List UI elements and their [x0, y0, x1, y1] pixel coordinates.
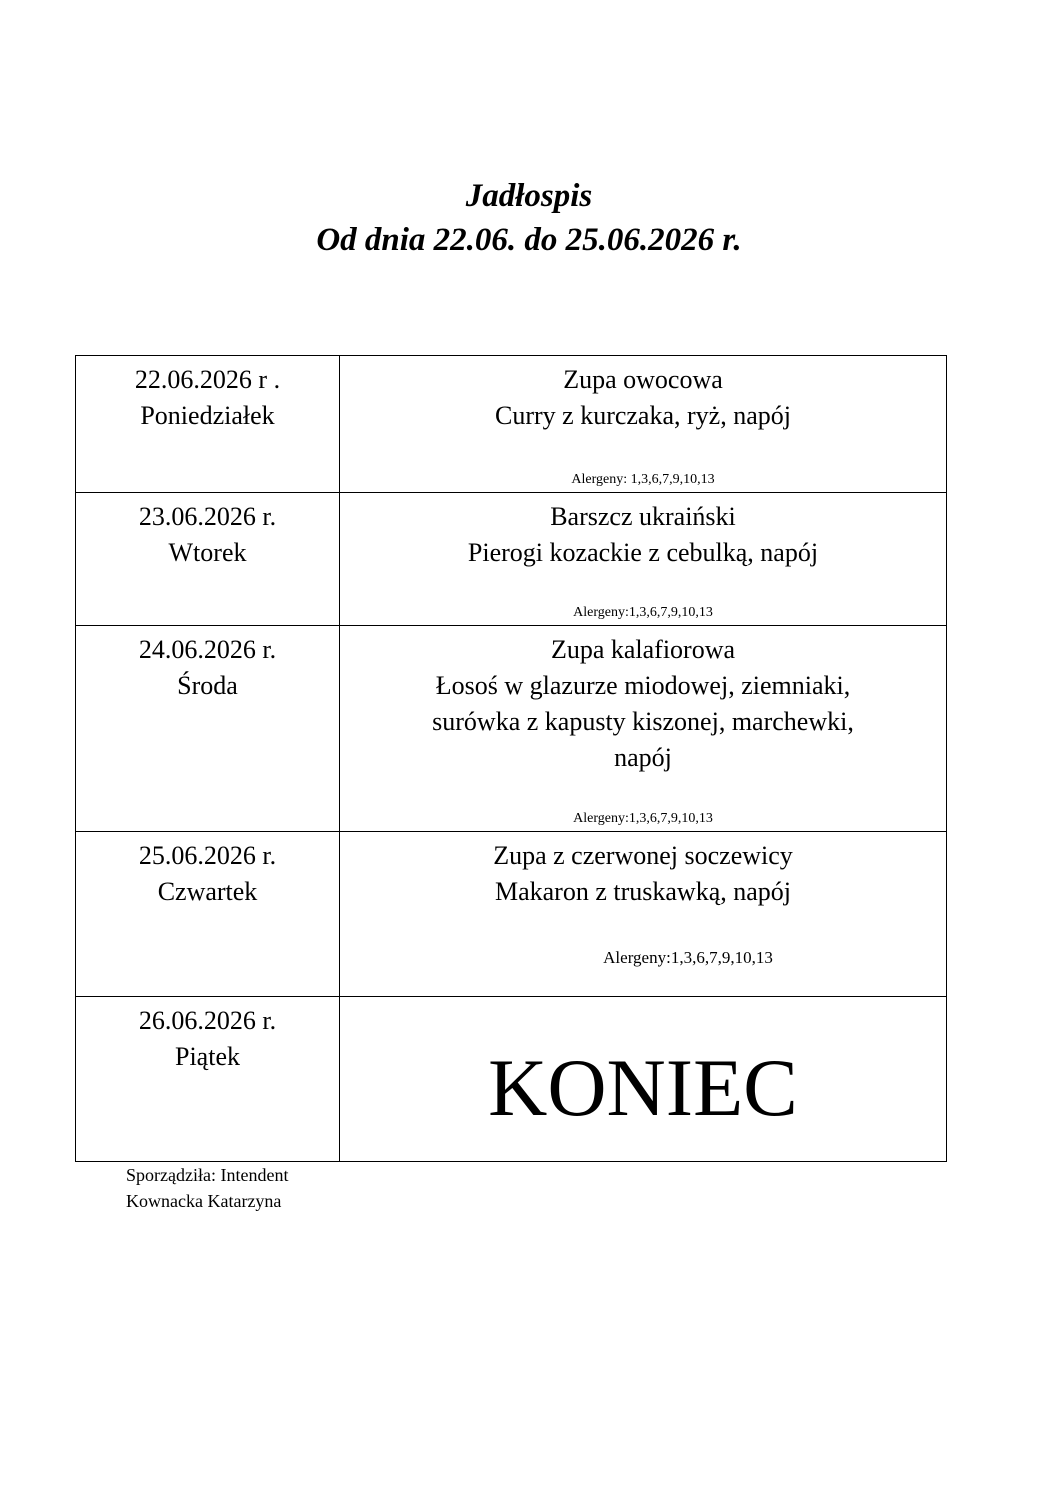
- menu-cell: [340, 832, 947, 997]
- menu-cell: [340, 997, 947, 1162]
- day-cell: [76, 997, 340, 1162]
- day-cell: [76, 626, 340, 832]
- day-date: 26.06.2026 r.: [138, 1006, 277, 1035]
- day-date: 25.06.2026 r.: [138, 841, 277, 870]
- allergens-note: Alergeny:1,3,6,7,9,10,13: [573, 811, 713, 826]
- end-notice: KONIEC: [488, 1042, 798, 1133]
- prepared-by-name: Kownacka Katarzyna: [126, 1191, 282, 1211]
- title-date-range: Od dnia 22.06. do 25.06.2026 r.: [316, 222, 742, 258]
- weekly-menu-table: [75, 355, 947, 1162]
- menu-cell: [340, 493, 947, 626]
- allergens-note: Alergeny:1,3,6,7,9,10,13: [603, 948, 773, 967]
- allergens-note: Alergeny:1,3,6,7,9,10,13: [573, 605, 713, 620]
- title-heading: Jadłospis: [465, 178, 593, 214]
- table-row: [76, 356, 947, 493]
- table-row: [76, 997, 947, 1162]
- menu-line: Zupa kalafiorowa: [550, 635, 736, 664]
- prepared-by: [126, 1162, 288, 1214]
- menu-line: Makaron z truskawką, napój: [494, 877, 792, 906]
- day-weekday: Czwartek: [157, 877, 258, 906]
- menu-line: Zupa z czerwonej soczewicy: [493, 841, 793, 870]
- menu-cell: [340, 356, 947, 493]
- menu-line: Pierogi kozackie z cebulką, napój: [467, 538, 819, 567]
- day-date: 23.06.2026 r.: [138, 502, 277, 531]
- menu-cell: [340, 626, 947, 832]
- menu-line: Curry z kurczaka, ryż, napój: [495, 401, 791, 430]
- prepared-by-role: Sporządziła: Intendent: [126, 1165, 289, 1185]
- day-cell: [76, 832, 340, 997]
- day-weekday: Środa: [177, 671, 238, 700]
- menu-line: Łosoś w glazurze miodowej, ziemniaki,: [435, 671, 851, 700]
- day-date: 22.06.2026 r .: [134, 365, 281, 394]
- menu-line: Barszcz ukraiński: [550, 502, 736, 531]
- day-cell: [76, 493, 340, 626]
- day-weekday: Piątek: [175, 1042, 240, 1071]
- table-row: [76, 626, 947, 832]
- menu-title: [0, 174, 1058, 262]
- day-date: 24.06.2026 r.: [138, 635, 277, 664]
- allergens-note: Alergeny: 1,3,6,7,9,10,13: [571, 472, 715, 487]
- menu-line: surówka z kapusty kiszonej, marchewki,: [432, 707, 854, 736]
- menu-line: napój: [614, 743, 672, 772]
- day-weekday: Poniedziałek: [140, 401, 275, 430]
- menu-line: Zupa owocowa: [563, 365, 723, 394]
- day-cell: [76, 356, 340, 493]
- table-row: [76, 493, 947, 626]
- table-row: [76, 832, 947, 997]
- day-weekday: Wtorek: [168, 538, 247, 567]
